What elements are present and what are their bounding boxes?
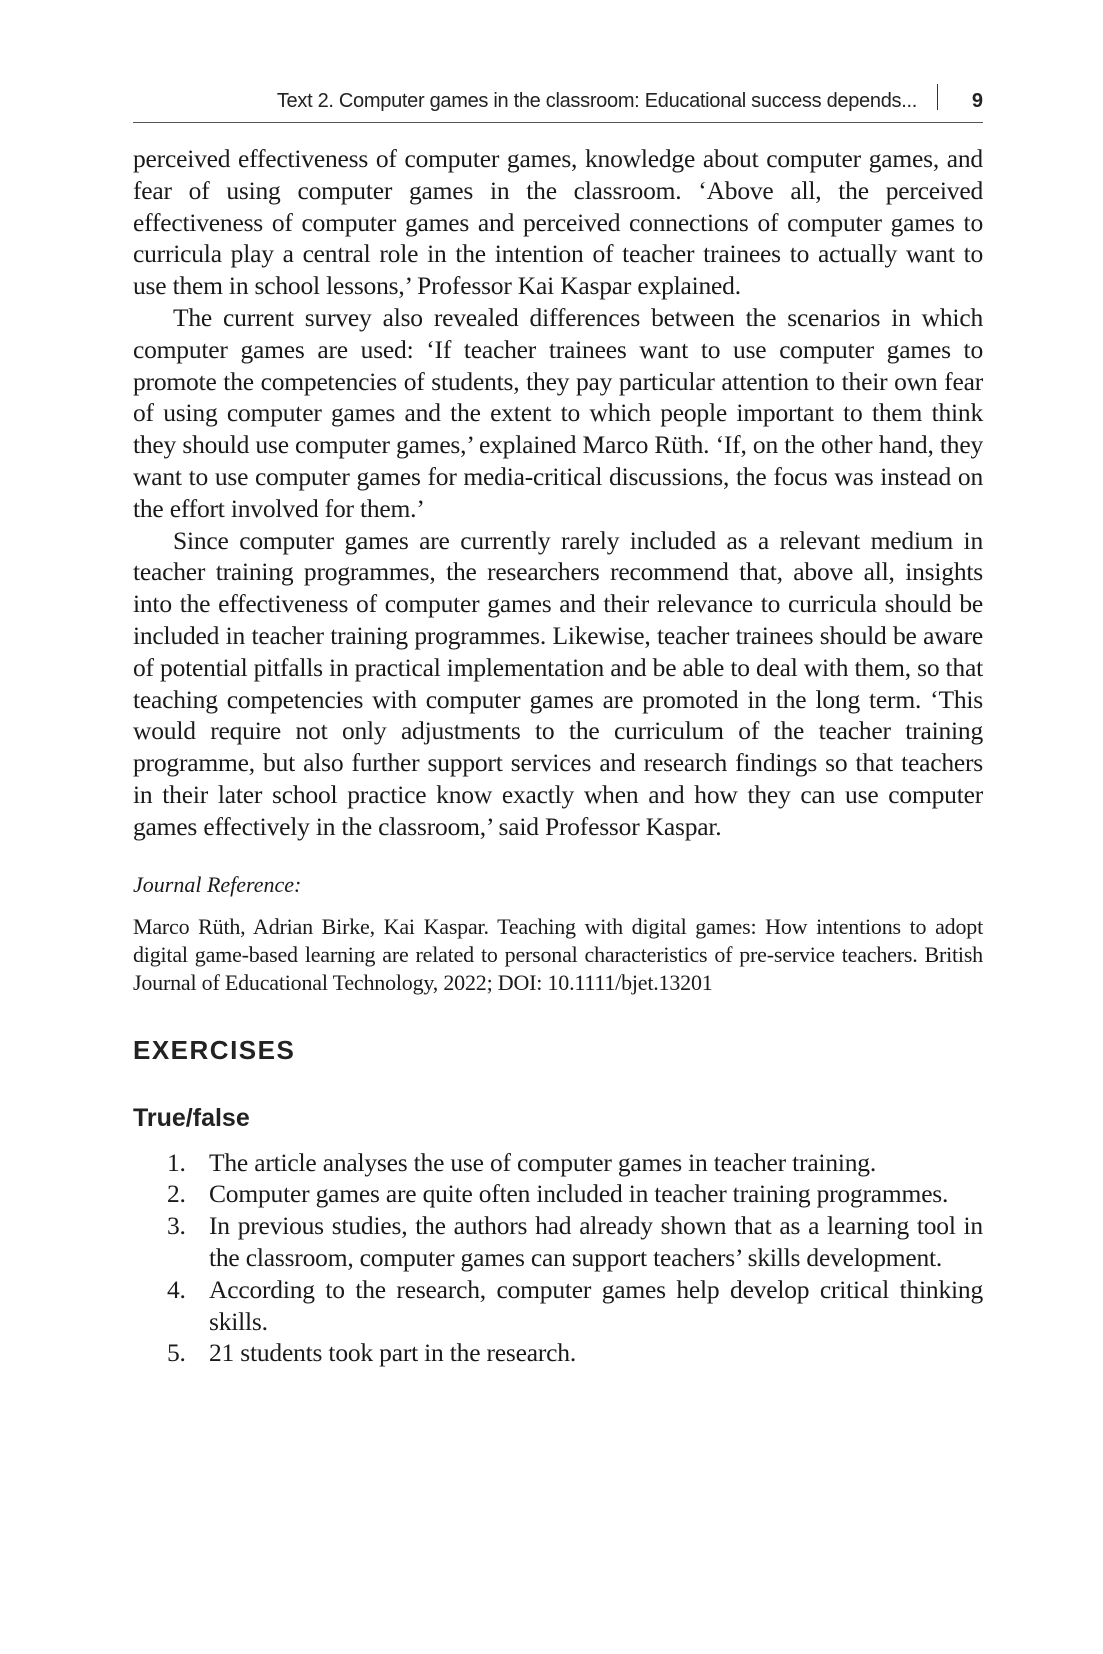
header-separator [937, 84, 939, 110]
running-header [133, 80, 983, 123]
item-text: The article analyses the use of computer games in teacher training. [209, 1147, 877, 1177]
item-number: 4. [167, 1274, 186, 1304]
item-text: In previous studies, the authors had already shown that as a learning tool in the classroom, computer games can support teachers’ skills development. [209, 1211, 983, 1272]
item-text: According to the research, computer games help develop critical thinking skills. [209, 1274, 983, 1336]
true-false-heading: True/false [133, 1103, 250, 1132]
page-number: 9 [971, 90, 983, 112]
item-number: 1. [167, 1147, 186, 1177]
list-item [133, 1147, 983, 1179]
journal-reference-label: Journal Reference: [133, 871, 302, 897]
running-title: Text 2. Computer games in the classroom: Educational success depends... [276, 90, 917, 112]
book-page [133, 80, 983, 1369]
list-item [133, 1274, 983, 1338]
article-body [133, 143, 983, 843]
paragraph: Since computer games are currently rarely included as a relevant medium in teacher training programmes, the researchers recommend that, above all, insights into the effectiveness of computer games and their relevance to curricula should be included in teacher training programmes. Likewise, teacher trainees should be aware of potential pitfalls in practical implementation and be able to deal with them, so that teaching competencies with computer games are promoted in the long term. ‘This would require not only adjustments to the curriculum of the teacher training programme, but also further support services and research findings so that teachers in their later school practice know exactly when and how they can use computer games effectively in the classroom,’ said Professor Kaspar. [133, 525, 983, 841]
paragraph: The current survey also revealed differences between the scenarios in which computer games are used: ‘If teacher trainees want to use computer games to promote the competencies of students, they pay particular attention to their own fear of using computer games and the extent to which people important to them think they should use computer games,’ explained Marco Rüth. ‘If, on the other hand, they want to use computer games for media-critical discussions, the focus was instead on the effort involved for them.’ [133, 302, 983, 523]
item-text: 21 students took part in the research. [209, 1338, 577, 1368]
item-number: 3. [167, 1211, 186, 1241]
list-item [133, 1178, 983, 1210]
item-number: 2. [167, 1179, 186, 1209]
true-false-list [133, 1147, 983, 1370]
item-number: 5. [167, 1338, 186, 1368]
list-item [133, 1210, 983, 1274]
paragraph: perceived effectiveness of computer games, knowledge about computer games, and fear of using computer games in the classroom. ‘Above all, the perceived effectiveness of computer games and perceived connections of computer games to curricula play a central role in the intention of teacher trainees to actually want to use them in school lessons,’ Professor Kai Kaspar explained. [133, 144, 983, 301]
item-text: Computer games are quite often included in teacher training programmes. [209, 1179, 949, 1209]
journal-reference-text: Marco Rüth, Adrian Birke, Kai Kaspar. Teaching with digital games: How intentions to adopt digital game-based learning are related to personal characteristics of pre-service teachers. British Journal of Educational Technology, 2022; DOI: 10.1111/bjet.13201 [133, 913, 983, 995]
exercises-heading: EXERCISES [133, 1034, 296, 1065]
list-item [133, 1337, 983, 1369]
